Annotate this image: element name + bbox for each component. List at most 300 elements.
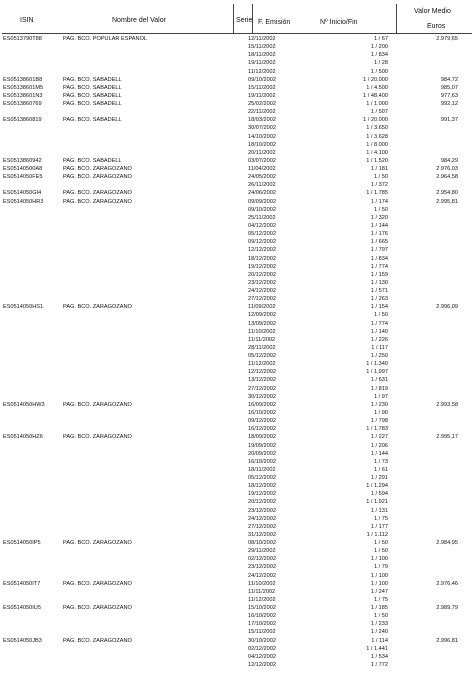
fecha-cell: 04/12/2002 xyxy=(248,653,276,660)
isin-cell: ES05138601N3 xyxy=(3,92,43,99)
fecha-cell: 13/09/2002 xyxy=(248,320,276,327)
table-row xyxy=(0,239,476,246)
valor-cell: 977,63 xyxy=(440,92,458,99)
rango-cell: 1 / 181 xyxy=(370,166,388,173)
fecha-cell: 19/12/2002 xyxy=(248,263,276,270)
rango-cell: 1 / 206 xyxy=(370,442,388,449)
table-row xyxy=(0,386,476,393)
table-row xyxy=(0,85,476,92)
fecha-cell: 15/11/2002 xyxy=(248,629,276,636)
table-row xyxy=(0,231,476,238)
fecha-cell: 11/10/2002 xyxy=(248,328,276,335)
fecha-cell: 15/10/2002 xyxy=(248,605,276,612)
table-row xyxy=(0,256,476,263)
fecha-cell: 30/10/2002 xyxy=(248,637,276,644)
table-row xyxy=(0,52,476,59)
rango-cell: 1 / 48.400 xyxy=(363,92,388,99)
isin-cell: ES0514050HZ6 xyxy=(3,434,43,441)
valor-cell: 2.979,65 xyxy=(436,36,458,42)
isin-cell: ES0514050IT7 xyxy=(3,580,41,587)
rango-cell: 1 / 571 xyxy=(370,288,388,295)
table-row xyxy=(0,524,476,531)
table-row xyxy=(0,353,476,360)
table-row xyxy=(0,264,476,271)
table-row xyxy=(0,597,476,604)
fecha-cell: 19/09/2002 xyxy=(248,442,276,449)
rango-cell: 1 / 50 xyxy=(374,613,388,620)
nombre-cell: PAG. BCO. POPULAR ESPAÑOL xyxy=(63,36,148,42)
rango-cell: 1 / 50 xyxy=(374,312,388,319)
table-row xyxy=(0,329,476,336)
isin-cell: ES05138601M5 xyxy=(3,84,44,91)
rango-cell: 1 / 8.000 xyxy=(366,141,388,148)
fecha-cell: 04/12/2002 xyxy=(248,222,276,229)
rango-cell: 1 / 130 xyxy=(370,279,388,286)
rango-cell: 1 / 61 xyxy=(374,466,388,473)
valor-cell: 984,72 xyxy=(440,76,458,83)
table-row xyxy=(0,491,476,498)
table-row xyxy=(0,361,476,368)
column-divider xyxy=(396,4,397,33)
fecha-cell: 20/09/2002 xyxy=(248,450,276,457)
nombre-cell: PAG. BCO. ZARAGOZANO xyxy=(63,198,132,205)
fecha-cell: 18/12/2002 xyxy=(248,255,276,262)
fecha-cell: 08/10/2002 xyxy=(248,540,276,547)
table-row xyxy=(0,638,476,645)
rango-cell: 1 / 534 xyxy=(370,653,388,660)
fecha-cell: 05/12/2002 xyxy=(248,475,276,482)
table-row xyxy=(0,207,476,214)
table-row xyxy=(0,548,476,555)
table-header xyxy=(0,4,476,36)
table-row xyxy=(0,589,476,596)
fecha-cell: 16/10/2002 xyxy=(248,613,276,620)
rango-cell: 1 / 594 xyxy=(370,491,388,498)
valor-cell: 2.984,95 xyxy=(436,540,458,547)
rango-cell: 1 / 100 xyxy=(370,572,388,579)
rango-cell: 1 / 79 xyxy=(374,564,388,571)
nombre-cell: PAG. BCO. SABADELL xyxy=(63,76,122,83)
fecha-cell: 18/09/2002 xyxy=(248,434,276,441)
valor-cell: 2.976,03 xyxy=(436,166,458,173)
table-row xyxy=(0,44,476,51)
table-row xyxy=(0,215,476,222)
table-row xyxy=(0,613,476,620)
table-row xyxy=(0,272,476,279)
table-row xyxy=(0,573,476,580)
isin-cell: ES0513860769 xyxy=(3,101,42,108)
rango-cell: 1 / 67 xyxy=(374,36,388,42)
fecha-cell: 18/03/2002 xyxy=(248,117,276,124)
isin-cell: ES0513860942 xyxy=(3,157,42,164)
rango-cell: 1 / 1.520 xyxy=(366,157,388,164)
fecha-cell: 12/11/2002 xyxy=(248,36,276,42)
rango-cell: 1 / 100 xyxy=(370,580,388,587)
table-row xyxy=(0,321,476,328)
fecha-cell: 11/09/2002 xyxy=(248,304,276,311)
rango-cell: 1 / 177 xyxy=(370,523,388,530)
valor-cell: 2.976,46 xyxy=(436,580,458,587)
isin-cell: ES0514050HS1 xyxy=(3,304,44,311)
header-serie: Serie xyxy=(236,17,253,24)
rango-cell: 1 / 631 xyxy=(370,377,388,384)
nombre-cell: PAG. BCO. SABADELL xyxy=(63,92,122,99)
rango-cell: 1 / 320 xyxy=(370,214,388,221)
rango-cell: 1 / 372 xyxy=(370,182,388,189)
table-row xyxy=(0,109,476,116)
rango-cell: 1 / 774 xyxy=(370,320,388,327)
header-nombre: Nombre del Valor xyxy=(112,17,166,24)
rango-cell: 1 / 1.997 xyxy=(366,369,388,376)
isin-cell: ES0513860819 xyxy=(3,117,42,124)
table-row xyxy=(0,402,476,409)
table-row xyxy=(0,564,476,571)
rango-cell: 1 / 240 xyxy=(370,629,388,636)
fecha-cell: 24/06/2002 xyxy=(248,190,276,197)
rango-cell: 1 / 263 xyxy=(370,296,388,303)
isin-cell: ES0514050IU5 xyxy=(3,605,41,612)
nombre-cell: PAG. BCO. ZARAGOZANO xyxy=(63,304,132,311)
table-row xyxy=(0,532,476,539)
rango-cell: 1 / 230 xyxy=(370,401,388,408)
table-row xyxy=(0,345,476,352)
nombre-cell: PAG. BCO. ZARAGOZANO xyxy=(63,434,132,441)
fecha-cell: 24/12/2002 xyxy=(248,515,276,522)
fecha-cell: 23/12/2002 xyxy=(248,564,276,571)
fecha-cell: 25/02/2002 xyxy=(248,101,276,108)
fecha-cell: 16/10/2002 xyxy=(248,409,276,416)
valor-cell: 2.954,80 xyxy=(436,190,458,197)
table-row xyxy=(0,662,476,669)
rango-cell: 1 / 1.112 xyxy=(366,531,388,538)
rango-cell: 1 / 507 xyxy=(370,109,388,116)
table-row xyxy=(0,605,476,612)
rango-cell: 1 / 1.921 xyxy=(366,499,388,506)
rango-cell: 1 / 50 xyxy=(374,206,388,213)
header-rule xyxy=(2,33,472,34)
nombre-cell: PAG. BCO. SABADELL xyxy=(63,157,122,164)
table-row xyxy=(0,280,476,287)
table-row xyxy=(0,69,476,76)
fecha-cell: 14/10/2002 xyxy=(248,133,276,140)
fecha-cell: 11/11/2002 xyxy=(248,336,276,343)
fecha-cell: 30/07/2002 xyxy=(248,125,276,132)
valor-cell: 2.996,09 xyxy=(436,304,458,311)
table-row xyxy=(0,475,476,482)
rango-cell: 1 / 797 xyxy=(370,247,388,254)
header-fecha-emision: F. Emisión xyxy=(258,19,291,26)
fecha-cell: 23/12/2002 xyxy=(248,507,276,514)
rango-cell: 1 / 154 xyxy=(370,304,388,311)
rango-cell: 1 / 117 xyxy=(371,344,388,351)
table-row xyxy=(0,166,476,173)
fecha-cell: 09/10/2002 xyxy=(248,76,276,83)
fecha-cell: 20/11/2002 xyxy=(248,149,276,156)
rango-cell: 1 / 1.000 xyxy=(366,101,388,108)
valor-cell: 2.964,58 xyxy=(436,174,458,181)
nombre-cell: PAG. BCO. ZARAGOZANO xyxy=(63,190,132,197)
fecha-cell: 11/12/2002 xyxy=(248,596,276,603)
fecha-cell: 18/11/2002 xyxy=(248,52,276,59)
fecha-cell: 19/11/2002 xyxy=(248,92,276,99)
fecha-cell: 24/12/2002 xyxy=(248,572,276,579)
table-row xyxy=(0,223,476,230)
fecha-cell: 19/11/2002 xyxy=(248,60,276,67)
table-row xyxy=(0,467,476,474)
isin-cell: ES0514050IP5 xyxy=(3,540,41,547)
rango-cell: 1 / 227 xyxy=(370,434,388,441)
fecha-cell: 03/07/2002 xyxy=(248,157,276,164)
fecha-cell: 05/12/2002 xyxy=(248,231,276,238)
table-row xyxy=(0,60,476,67)
rango-cell: 1 / 1.340 xyxy=(366,361,388,368)
nombre-cell: PAG. BCO. ZARAGOZANO xyxy=(63,580,132,587)
fecha-cell: 20/12/2002 xyxy=(248,271,276,278)
table-row xyxy=(0,190,476,197)
table-row xyxy=(0,174,476,181)
fecha-cell: 12/12/2002 xyxy=(248,247,276,254)
fecha-cell: 30/12/2002 xyxy=(248,393,276,400)
table-row xyxy=(0,158,476,165)
table-row xyxy=(0,312,476,319)
nombre-cell: PAG. BCO. SABADELL xyxy=(63,84,122,91)
table-row xyxy=(0,134,476,141)
table-row xyxy=(0,410,476,417)
rango-cell: 1 / 114 xyxy=(371,637,388,644)
nombre-cell: PAG. BCO. ZARAGOZANO xyxy=(63,605,132,612)
table-row xyxy=(0,199,476,206)
valor-cell: 2.996,81 xyxy=(436,637,458,644)
table-row xyxy=(0,508,476,515)
fecha-cell: 09/09/2002 xyxy=(248,198,276,205)
nombre-cell: PAG. BCO. ZARAGOZANO xyxy=(63,401,132,408)
fecha-cell: 19/12/2002 xyxy=(248,491,276,498)
nombre-cell: PAG. BCO. ZARAGOZANO xyxy=(63,166,132,173)
fecha-cell: 17/10/2002 xyxy=(248,621,276,628)
table-row xyxy=(0,247,476,254)
rango-cell: 1 / 73 xyxy=(374,458,388,465)
table-row xyxy=(0,377,476,384)
rango-cell: 1 / 100 xyxy=(370,556,388,563)
table-row xyxy=(0,540,476,547)
header-euros: Euros xyxy=(427,23,446,30)
valor-cell: 985,07 xyxy=(440,84,458,91)
fecha-cell: 27/12/2002 xyxy=(248,296,276,303)
rango-cell: 1 / 1.294 xyxy=(366,483,388,490)
fecha-cell: 12/12/2002 xyxy=(248,369,276,376)
table-row xyxy=(0,101,476,108)
rango-cell: 1 / 174 xyxy=(370,198,388,205)
table-row xyxy=(0,434,476,441)
table-row xyxy=(0,150,476,157)
rango-cell: 1 / 28 xyxy=(374,60,388,67)
fecha-cell: 12/12/2002 xyxy=(248,662,276,668)
fecha-cell: 27/12/2002 xyxy=(248,385,276,392)
table-row xyxy=(0,556,476,563)
fecha-cell: 02/12/2002 xyxy=(248,645,276,652)
fecha-cell: 26/11/2002 xyxy=(248,182,276,189)
fecha-cell: 18/12/2002 xyxy=(248,483,276,490)
table-row xyxy=(0,296,476,303)
fecha-cell: 12/09/2002 xyxy=(248,312,276,319)
table-row xyxy=(0,125,476,132)
rango-cell: 1 / 144 xyxy=(370,222,388,229)
fecha-cell: 11/04/2002 xyxy=(248,166,276,173)
table-row xyxy=(0,288,476,295)
rango-cell: 1 / 3.628 xyxy=(366,133,388,140)
isin-cell: ES05140500A8 xyxy=(3,166,43,173)
table-row xyxy=(0,77,476,84)
table-row xyxy=(0,499,476,506)
rango-cell: 1 / 834 xyxy=(370,52,388,59)
fecha-cell: 15/11/2002 xyxy=(248,84,276,91)
table-row xyxy=(0,337,476,344)
rango-cell: 1 / 176 xyxy=(370,231,388,238)
rango-cell: 1 / 250 xyxy=(370,353,388,360)
fecha-cell: 25/11/2002 xyxy=(248,214,276,221)
fecha-cell: 23/12/2002 xyxy=(248,279,276,286)
valor-cell: 992,12 xyxy=(440,101,458,108)
rango-cell: 1 / 159 xyxy=(370,271,388,278)
rango-cell: 1 / 185 xyxy=(370,605,388,612)
table-row xyxy=(0,394,476,401)
fecha-cell: 02/12/2002 xyxy=(248,556,276,563)
rango-cell: 1 / 140 xyxy=(370,328,388,335)
table-row xyxy=(0,117,476,124)
fecha-cell: 22/11/2002 xyxy=(248,109,276,116)
fecha-cell: 11/12/2002 xyxy=(248,361,276,368)
fecha-cell: 05/12/2002 xyxy=(248,353,276,360)
fecha-cell: 09/12/2002 xyxy=(248,239,276,246)
isin-cell: ES0514050JB3 xyxy=(3,637,42,644)
table-row xyxy=(0,581,476,588)
isin-cell: ES0514050HW3 xyxy=(3,401,45,408)
table-row xyxy=(0,451,476,458)
fecha-cell: 16/12/2002 xyxy=(248,426,276,433)
rango-cell: 1 / 4.100 xyxy=(366,149,388,156)
nombre-cell: PAG. BCO. SABADELL xyxy=(63,101,122,108)
fecha-cell: 18/10/2002 xyxy=(248,141,276,148)
rango-cell: 1 / 772 xyxy=(370,662,388,668)
valor-cell: 984,29 xyxy=(440,157,458,164)
valor-cell: 2.995,17 xyxy=(436,434,458,441)
fecha-cell: 29/11/2002 xyxy=(248,548,276,555)
rango-cell: 1 / 75 xyxy=(374,515,388,522)
rango-cell: 1 / 798 xyxy=(370,418,388,425)
table-row xyxy=(0,459,476,466)
rango-cell: 1 / 50 xyxy=(374,540,388,547)
header-numero-inicio-fin: Nº Inicio/Fin xyxy=(320,19,358,26)
isin-cell: ES0514050HR3 xyxy=(3,198,44,205)
rango-cell: 1 / 774 xyxy=(370,263,388,270)
table-row xyxy=(0,621,476,628)
rango-cell: 1 / 90 xyxy=(374,409,388,416)
fecha-cell: 31/12/2002 xyxy=(248,531,276,538)
rango-cell: 1 / 4.500 xyxy=(366,84,388,91)
rango-cell: 1 / 20.000 xyxy=(363,117,388,124)
rango-cell: 1 / 1.783 xyxy=(366,426,388,433)
rango-cell: 1 / 144 xyxy=(370,450,388,457)
rango-cell: 1 / 131 xyxy=(370,507,388,514)
table-row xyxy=(0,483,476,490)
table-row xyxy=(0,142,476,149)
rango-cell: 1 / 50 xyxy=(374,548,388,555)
fecha-cell: 24/12/2002 xyxy=(248,288,276,295)
isin-cell: ES0513790T88 xyxy=(3,36,42,42)
fecha-cell: 11/10/2002 xyxy=(248,580,276,587)
table-row xyxy=(0,426,476,433)
fecha-cell: 11/11/2002 xyxy=(248,588,276,595)
nombre-cell: PAG. BCO. ZARAGOZANO xyxy=(63,540,132,547)
valor-cell: 991,37 xyxy=(440,117,458,124)
table-row xyxy=(0,418,476,425)
rango-cell: 1 / 665 xyxy=(370,239,388,246)
rango-cell: 1 / 500 xyxy=(370,68,388,75)
rango-cell: 1 / 247 xyxy=(370,588,388,595)
nombre-cell: PAG. BCO. ZARAGOZANO xyxy=(63,637,132,644)
table-row xyxy=(0,369,476,376)
valor-cell: 2.995,81 xyxy=(436,198,458,205)
rango-cell: 1 / 97 xyxy=(374,393,388,400)
rango-cell: 1 / 50 xyxy=(374,174,388,181)
isin-cell: ES05138601B8 xyxy=(3,76,43,83)
header-valor-medio: Valor Medio xyxy=(414,8,451,15)
rango-cell: 1 / 233 xyxy=(370,621,388,628)
rango-cell: 1 / 3.650 xyxy=(366,125,388,132)
rango-cell: 1 / 1.785 xyxy=(366,190,388,197)
rango-cell: 1 / 226 xyxy=(370,336,388,343)
fecha-cell: 27/12/2002 xyxy=(248,523,276,530)
fecha-cell: 16/09/2002 xyxy=(248,401,276,408)
rango-cell: 1 / 1.441 xyxy=(366,645,388,652)
rango-cell: 1 / 819 xyxy=(370,385,388,392)
rango-cell: 1 / 75 xyxy=(374,596,388,603)
rango-cell: 1 / 834 xyxy=(370,255,388,262)
fecha-cell: 09/10/2002 xyxy=(248,206,276,213)
nombre-cell: PAG. BCO. ZARAGOZANO xyxy=(63,174,132,181)
fecha-cell: 09/12/2002 xyxy=(248,418,276,425)
rango-cell: 1 / 20.000 xyxy=(363,76,388,83)
fecha-cell: 16/10/2002 xyxy=(248,458,276,465)
valor-cell: 2.993,58 xyxy=(436,401,458,408)
fecha-cell: 20/12/2002 xyxy=(248,499,276,506)
rango-cell: 1 / 291 xyxy=(370,475,388,482)
header-isin: ISIN xyxy=(20,17,34,24)
column-divider xyxy=(252,4,253,33)
table-row xyxy=(0,304,476,311)
fecha-cell: 24/05/2002 xyxy=(248,174,276,181)
valor-cell: 2.989,79 xyxy=(436,605,458,612)
isin-cell: ES0514050FE5 xyxy=(3,174,43,181)
table-row xyxy=(0,646,476,653)
table-row xyxy=(0,516,476,523)
fecha-cell: 28/11/2002 xyxy=(248,344,276,351)
table-row xyxy=(0,629,476,636)
table-row xyxy=(0,93,476,100)
nombre-cell: PAG. BCO. SABADELL xyxy=(63,117,122,124)
column-divider xyxy=(233,4,234,33)
isin-cell: ES0514050GI4 xyxy=(3,190,42,197)
fecha-cell: 13/12/2002 xyxy=(248,377,276,384)
fecha-cell: 11/12/2002 xyxy=(248,68,276,75)
table-row xyxy=(0,182,476,189)
table-row xyxy=(0,36,476,43)
fecha-cell: 15/11/2002 xyxy=(248,44,276,51)
fecha-cell: 18/11/2002 xyxy=(248,466,276,473)
table-row xyxy=(0,443,476,450)
table-row xyxy=(0,654,476,661)
rango-cell: 1 / 200 xyxy=(370,44,388,51)
